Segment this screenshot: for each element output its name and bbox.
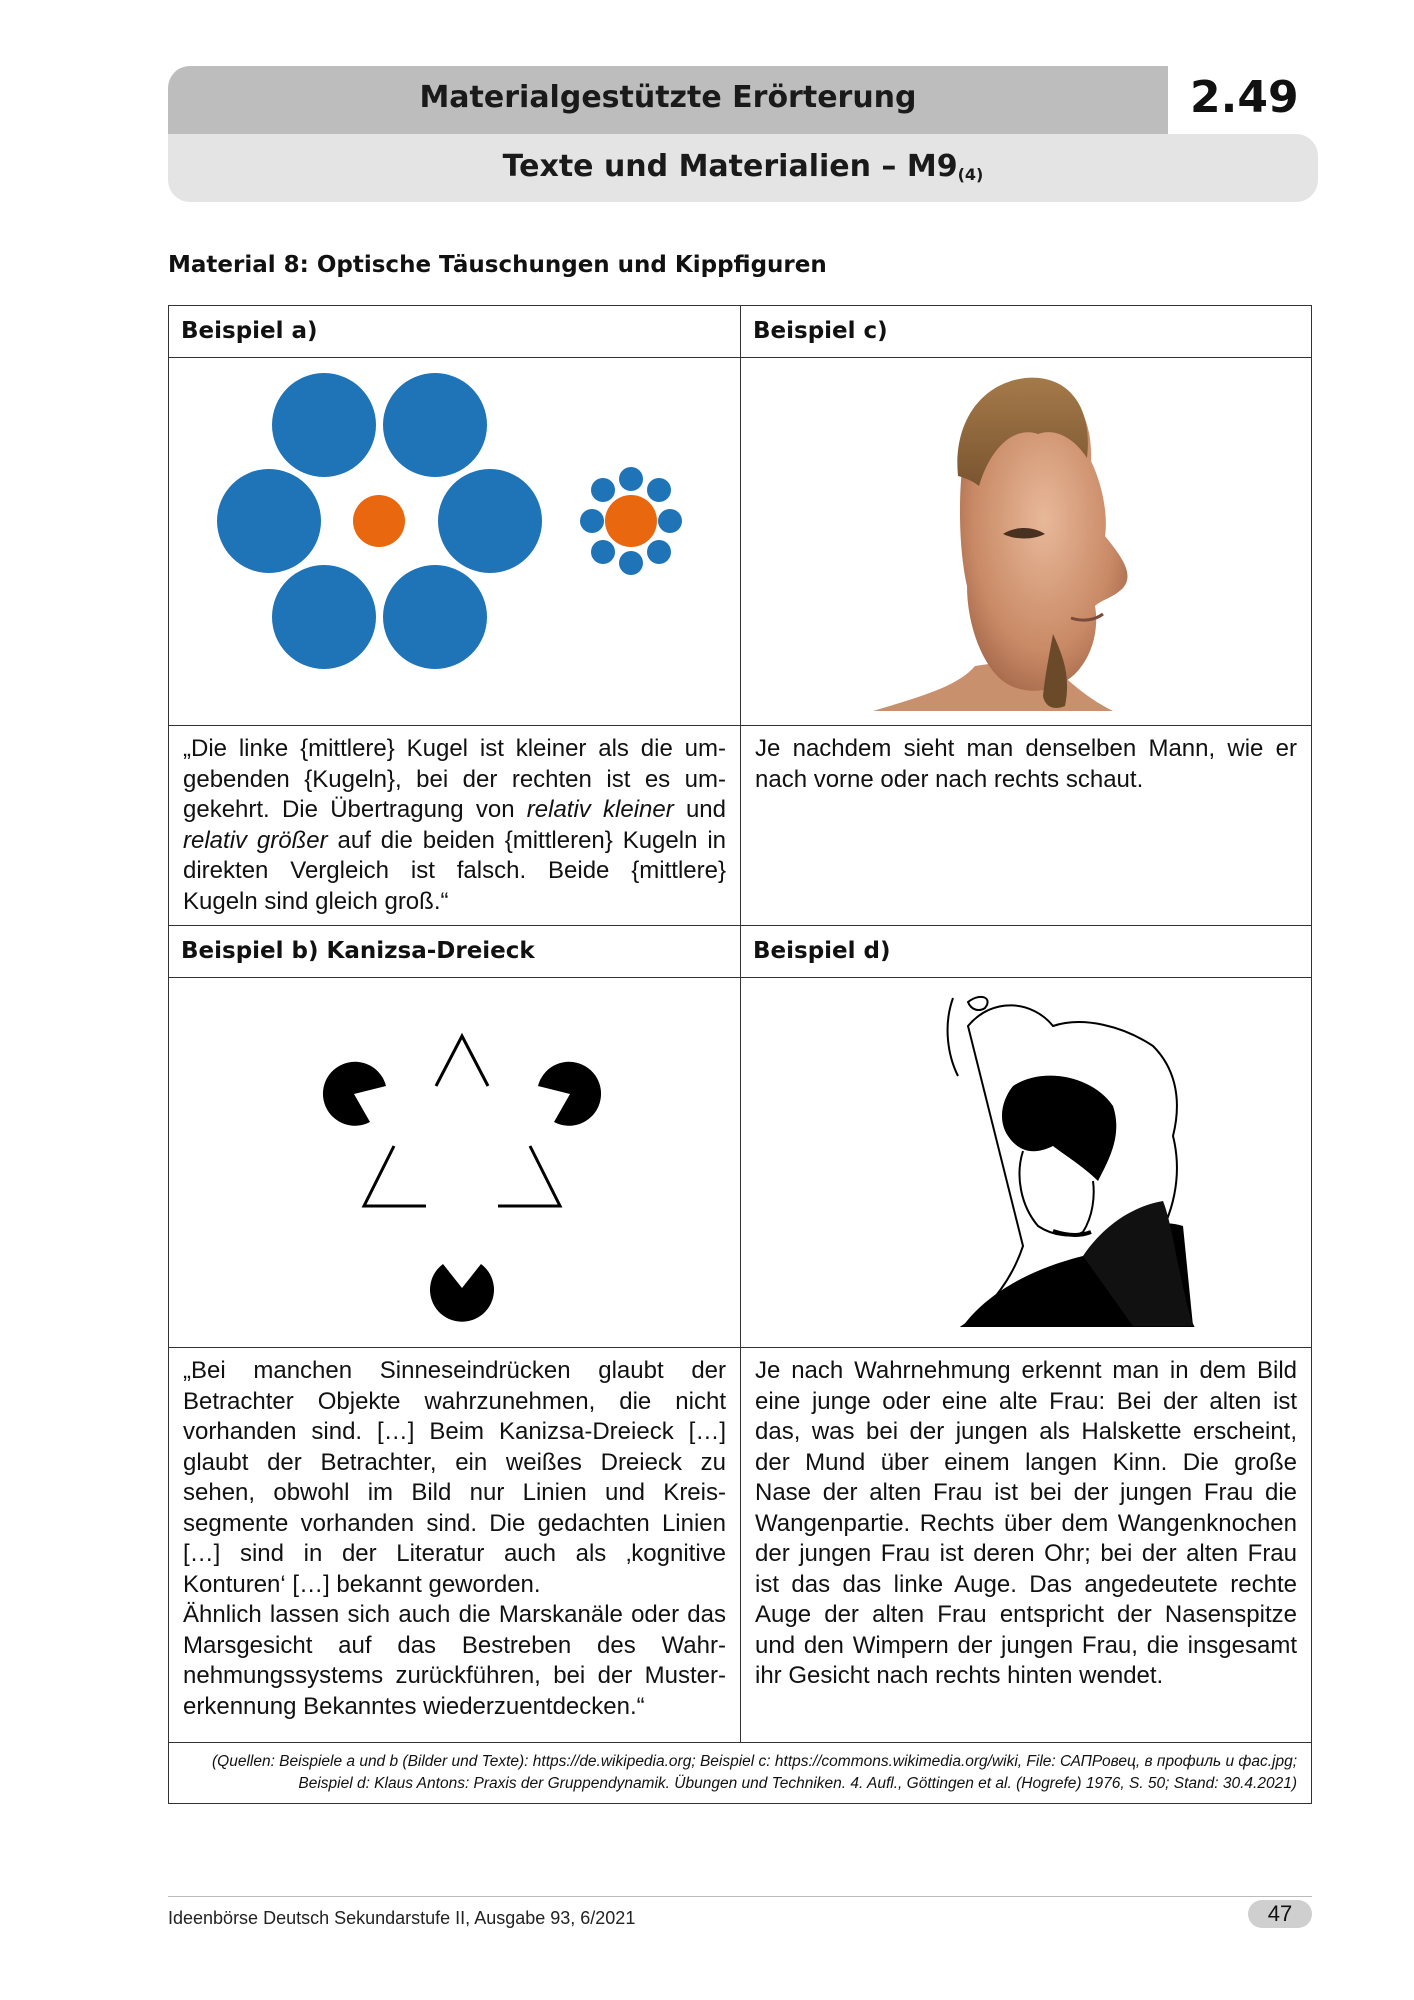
header-subtitle-bar	[168, 134, 1318, 202]
sources-note: (Quellen: Beispiele a und b (Bilder und Texte): https://de.wikipedia.org; Beispiel c: https://commons.wikimedia.org/wiki, File: САПРовец, в профиль и фас.jpg; Beispiel d: Klaus Antons: Praxis der Gruppendynamik. Übungen und Techniken. 4. Aufl., Göttingen et al. (Hogrefe) 1976, S. 50; Stand: 30.4.2021)	[211, 1753, 1297, 1792]
man-face-image	[740, 358, 1311, 725]
examples-table	[168, 305, 1312, 1804]
man-face-photo	[753, 366, 1311, 718]
footer-text: Ideenbörse Deutsch Sekundarstufe II, Ausgabe 93, 6/2021	[168, 1908, 636, 1928]
kanizsa-triangle-svg	[181, 986, 739, 1340]
table-row	[169, 358, 1311, 726]
ebbinghaus-illusion-svg	[181, 366, 739, 718]
page-number: 47	[1248, 1900, 1312, 1928]
old-young-woman-image	[740, 978, 1311, 1347]
kanizsa-triangle-image	[169, 978, 740, 1347]
text-example-c: Je nachdem sieht man denselben Mann, wie er nach vorne oder nach rechts schaut.	[740, 726, 1311, 925]
material-title: Material 8: Optische Täuschungen und Kippfiguren	[168, 252, 827, 278]
text-example-a: „Die linke {mittlere} Kugel ist kleiner als die umgebenden {Kugeln}, bei der rechten ist es umgekehrt. Die Übertragung von relativ kleiner und relativ größer auf die beiden {mittleren} Kugeln in direkten Vergleich ist falsch. Beide {mittlere} Kugeln sind gleich groß.“	[183, 735, 727, 915]
table-row	[169, 306, 1311, 358]
old-young-woman-drawing	[753, 986, 1311, 1340]
heading-example-a: Beispiel a)	[181, 318, 318, 344]
text-example-d: Je nach Wahrnehmung erkennt man in dem Bild eine junge oder eine alte Frau: Bei der alten ist das, was bei der jungen als Halskette erscheint, der Mund über einem langen Kinn. Die große Nase der alten Frau ist bei der jungen Frau die Wangenpartie. Rechts über dem Wangenknochen der jungen Frau ist deren Ohr; bei der alten Frau ist das das linke Auge. Das angedeutete rechte Auge der alten Frau entspricht der Nasenspitze und den Wimpern der jungen Frau, die insgesamt ihr Gesicht nach rechts hinten wendet.	[740, 1348, 1311, 1742]
heading-example-b: Beispiel b) Kanizsa-Dreieck	[181, 938, 535, 964]
header-title: Materialgestützte Erörterung	[419, 80, 917, 115]
header-title-bar	[168, 66, 1168, 134]
table-row	[169, 978, 1311, 1348]
text-example-b-para-2: Ähnlich lassen sich auch die Marskanäle oder das Marsgesicht auf das Bestreben des Wahrnehmungssystems zurückführen, bei der Mustererkennung Bekanntes wiederzuentdecken.“	[183, 1601, 726, 1720]
heading-example-d: Beispiel d)	[740, 926, 1311, 977]
table-row	[169, 726, 1311, 926]
ebbinghaus-illusion-image	[169, 358, 740, 725]
footer-divider	[168, 1896, 1312, 1897]
text-example-b-para-1: „Bei manchen Sinneseindrücken glaubt der Betrachter Objekte wahrzunehmen, die nicht vorhanden sind. […] Beim Kanizsa-Dreieck […] glaubt der Betrachter, ein weißes Dreieck zu sehen, obwohl im Bild nur Linien und Kreissegmente vorhanden sind. Die gedachten Linien […] sind in der Literatur auch als ‚kognitive Konturen‘ […] bekannt geworden.	[183, 1357, 726, 1598]
section-number: 2.49	[1190, 72, 1299, 123]
heading-example-c: Beispiel c)	[740, 306, 1311, 357]
table-row	[169, 926, 1311, 978]
subtitle-sub: (4)	[957, 165, 984, 184]
table-row	[169, 1348, 1311, 1743]
text-example-b	[169, 1348, 740, 1742]
header-subtitle: Texte und Materialien – $M9_{(4)}$	[502, 149, 984, 184]
